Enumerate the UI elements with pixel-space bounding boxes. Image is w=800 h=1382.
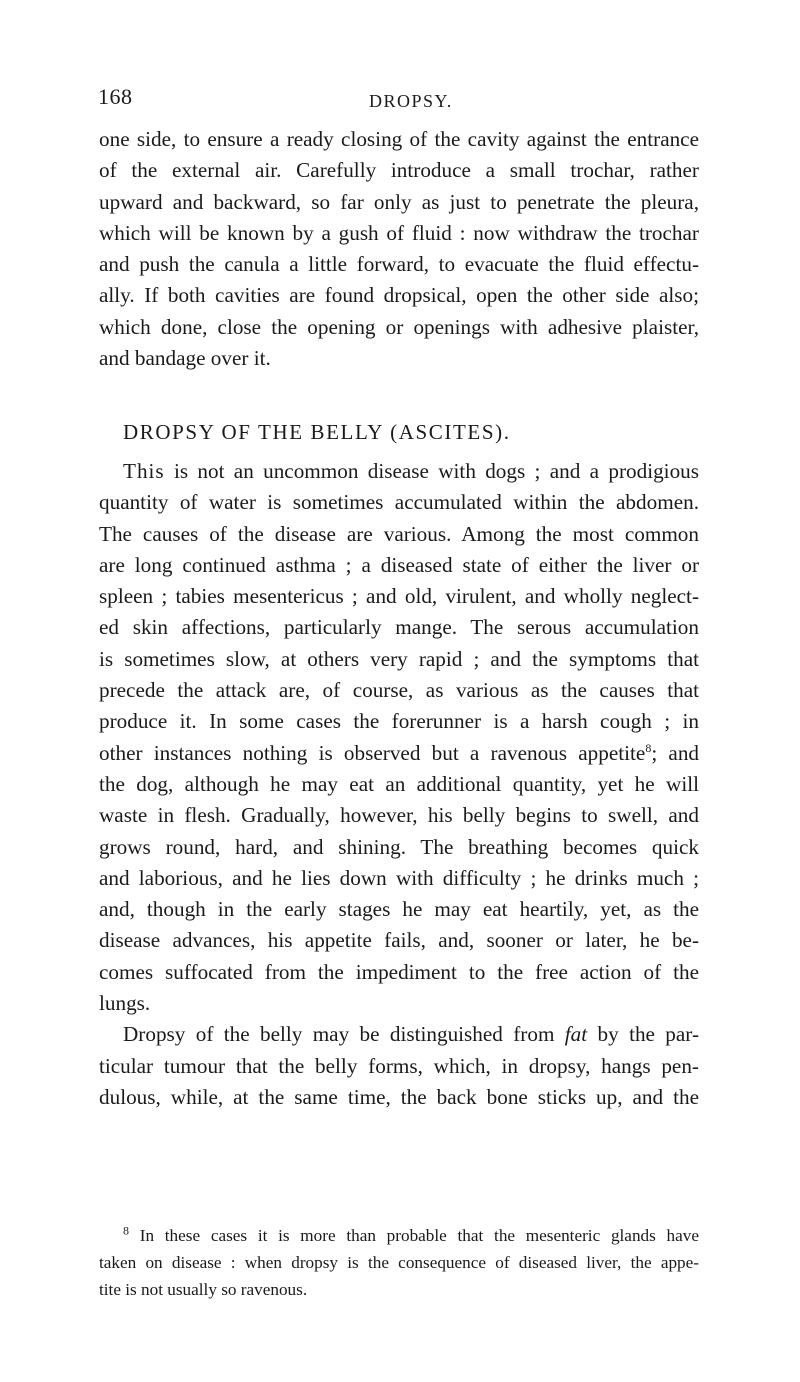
text-line: and push the canula a little forward, to evacuate the fluid effectu- xyxy=(99,252,699,277)
text-line: lungs. xyxy=(99,991,151,1016)
footnote-line xyxy=(99,1222,699,1249)
text-line xyxy=(99,456,699,487)
text-fragment: Dropsy of the belly may be distinguished from xyxy=(123,1022,565,1047)
text-line: grows round, hard, and shining. The breathing becomes quick xyxy=(99,834,699,859)
text-line: ed skin affections, particularly mange. The serous accumulation xyxy=(99,615,699,640)
opening-word: This xyxy=(123,459,165,483)
text-line: produce it. In some cases the forerunner is a harsh cough ; in xyxy=(99,709,699,734)
text-line: are long continued asthma ; a diseased state of either the liver or xyxy=(99,552,699,577)
footnote-reference: 8 xyxy=(645,740,652,755)
section-body xyxy=(99,456,699,1113)
text-line: dulous, while, at the same time, the back bone sticks up, and the xyxy=(99,1084,699,1109)
section-heading: DROPSY OF THE BELLY (ASCITES). xyxy=(123,420,511,444)
text-line: spleen ; tabies mesentericus ; and old, virulent, and wholly neglect- xyxy=(99,584,699,609)
text-line: The causes of the disease are various. Among the most common xyxy=(99,521,699,546)
text-line: precede the attack are, of course, as various as the causes that xyxy=(99,678,699,703)
text-fragment: ; and xyxy=(651,740,700,765)
text-line: and, though in the early stages he may eat heartily, yet, as the xyxy=(99,897,699,922)
text-fragment: other instances nothing is observed but a ravenous appetite xyxy=(99,740,646,765)
italic-word: fat xyxy=(564,1022,588,1047)
text-line: waste in flesh. Gradually, however, his belly begins to swell, and xyxy=(99,803,699,828)
text-line: of the external air. Carefully introduce a small trochar, rather xyxy=(99,158,699,183)
text-line: and laborious, and he lies down with difficulty ; he drinks much ; xyxy=(99,865,699,890)
text-line: ally. If both cavities are found dropsical, open the other side also; xyxy=(99,283,699,308)
text-line: is sometimes slow, at others very rapid ; and the symptoms that xyxy=(99,646,699,671)
text-fragment: by the par- xyxy=(587,1022,699,1047)
paragraph-continued xyxy=(99,124,699,374)
footnote-line: tite is not usually so ravenous. xyxy=(99,1280,308,1299)
text-line xyxy=(99,738,699,769)
text-line: the dog, although he may eat an additional quantity, yet he will xyxy=(99,771,699,796)
text-line: which done, close the opening or openings with adhesive plaister, xyxy=(99,314,699,339)
text-line: and bandage over it. xyxy=(99,346,271,371)
text-fragment: is not an uncommon disease with dogs ; and a prodigious xyxy=(164,459,699,483)
footnote-line: taken on disease : when dropsy is the consequence of diseased liver, the appe- xyxy=(99,1253,699,1272)
text-line xyxy=(99,1019,699,1050)
text-line: quantity of water is sometimes accumulated within the abdomen. xyxy=(99,490,699,515)
text-line: upward and backward, so far only as just to penetrate the pleura, xyxy=(99,189,699,214)
text-line: one side, to ensure a ready closing of the cavity against the entrance xyxy=(99,127,699,151)
text-line: comes suffocated from the impediment to the free action of the xyxy=(99,959,699,984)
footnote-mark: 8 xyxy=(123,1223,129,1238)
text-line: disease advances, his appetite fails, and, sooner or later, he be- xyxy=(99,928,699,953)
footnote xyxy=(99,1222,699,1303)
text-line: ticular tumour that the belly forms, which, in dropsy, hangs pen- xyxy=(99,1053,699,1078)
running-head: DROPSY. xyxy=(369,91,453,111)
page-number: 168 xyxy=(98,84,133,109)
text-line: which will be known by a gush of fluid : now withdraw the trochar xyxy=(99,220,699,245)
text-fragment: In these cases it is more than probable that the mesenteric glands have xyxy=(129,1226,699,1245)
